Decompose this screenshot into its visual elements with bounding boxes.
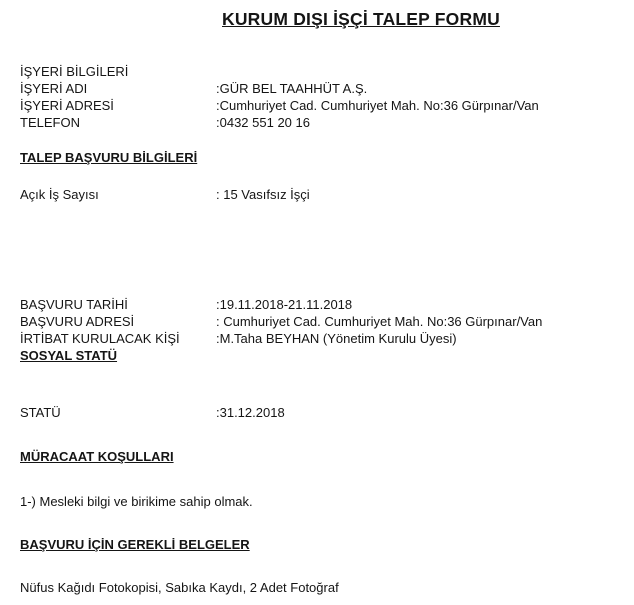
- open-jobs-value: : 15 Vasıfsız İşçi: [216, 187, 310, 202]
- employer-name-value: :GÜR BEL TAAHHÜT A.Ş.: [216, 81, 368, 96]
- employer-name-row: [20, 81, 630, 97]
- employer-phone-label: TELEFON: [20, 115, 80, 130]
- employer-address-label: İŞYERİ ADRESİ: [20, 98, 114, 113]
- condition-item: 1-) Mesleki bilgi ve birikime sahip olmak.: [20, 494, 253, 509]
- open-jobs-label: Açık İş Sayısı: [20, 187, 99, 202]
- application-address-value: : Cumhuriyet Cad. Cumhuriyet Mah. No:36 Gürpınar/Van: [216, 314, 543, 329]
- application-date-row: [20, 297, 630, 313]
- application-date-value: :19.11.2018-21.11.2018: [216, 297, 353, 312]
- documents-heading: BAŞVURU İÇİN GEREKLİ BELGELER: [20, 537, 250, 552]
- employer-address-row: [20, 98, 630, 114]
- application-info-heading: TALEP BAŞVURU BİLGİLERİ: [20, 150, 198, 165]
- contact-person-value: :M.Taha BEYHAN (Yönetim Kurulu Üyesi): [216, 331, 457, 346]
- employer-name-label: İŞYERİ ADI: [20, 81, 88, 96]
- open-jobs-row: [20, 187, 630, 203]
- employer-phone-row: [20, 115, 630, 131]
- employer-phone-value: :0432 551 20 16: [216, 115, 310, 130]
- status-label: STATÜ: [20, 405, 61, 420]
- contact-person-label: İRTİBAT KURULACAK KİŞİ: [20, 331, 180, 346]
- documents-text: Nüfus Kağıdı Fotokopisi, Sabıka Kaydı, 2 Adet Fotoğraf: [20, 580, 339, 595]
- contact-person-row: [20, 331, 630, 347]
- application-address-row: [20, 314, 630, 330]
- social-status-heading: SOSYAL STATÜ: [20, 348, 118, 363]
- status-row: [20, 405, 630, 421]
- form-title: KURUM DIŞI İŞÇİ TALEP FORMU: [222, 9, 500, 29]
- employer-info-heading: İŞYERİ BİLGİLERİ: [20, 64, 129, 79]
- status-value: :31.12.2018: [216, 405, 285, 420]
- employer-address-value: :Cumhuriyet Cad. Cumhuriyet Mah. No:36 Gürpınar/Van: [216, 98, 539, 113]
- application-address-label: BAŞVURU ADRESİ: [20, 314, 135, 329]
- application-date-label: BAŞVURU TARİHİ: [20, 297, 128, 312]
- conditions-heading: MÜRACAAT KOŞULLARI: [20, 449, 174, 464]
